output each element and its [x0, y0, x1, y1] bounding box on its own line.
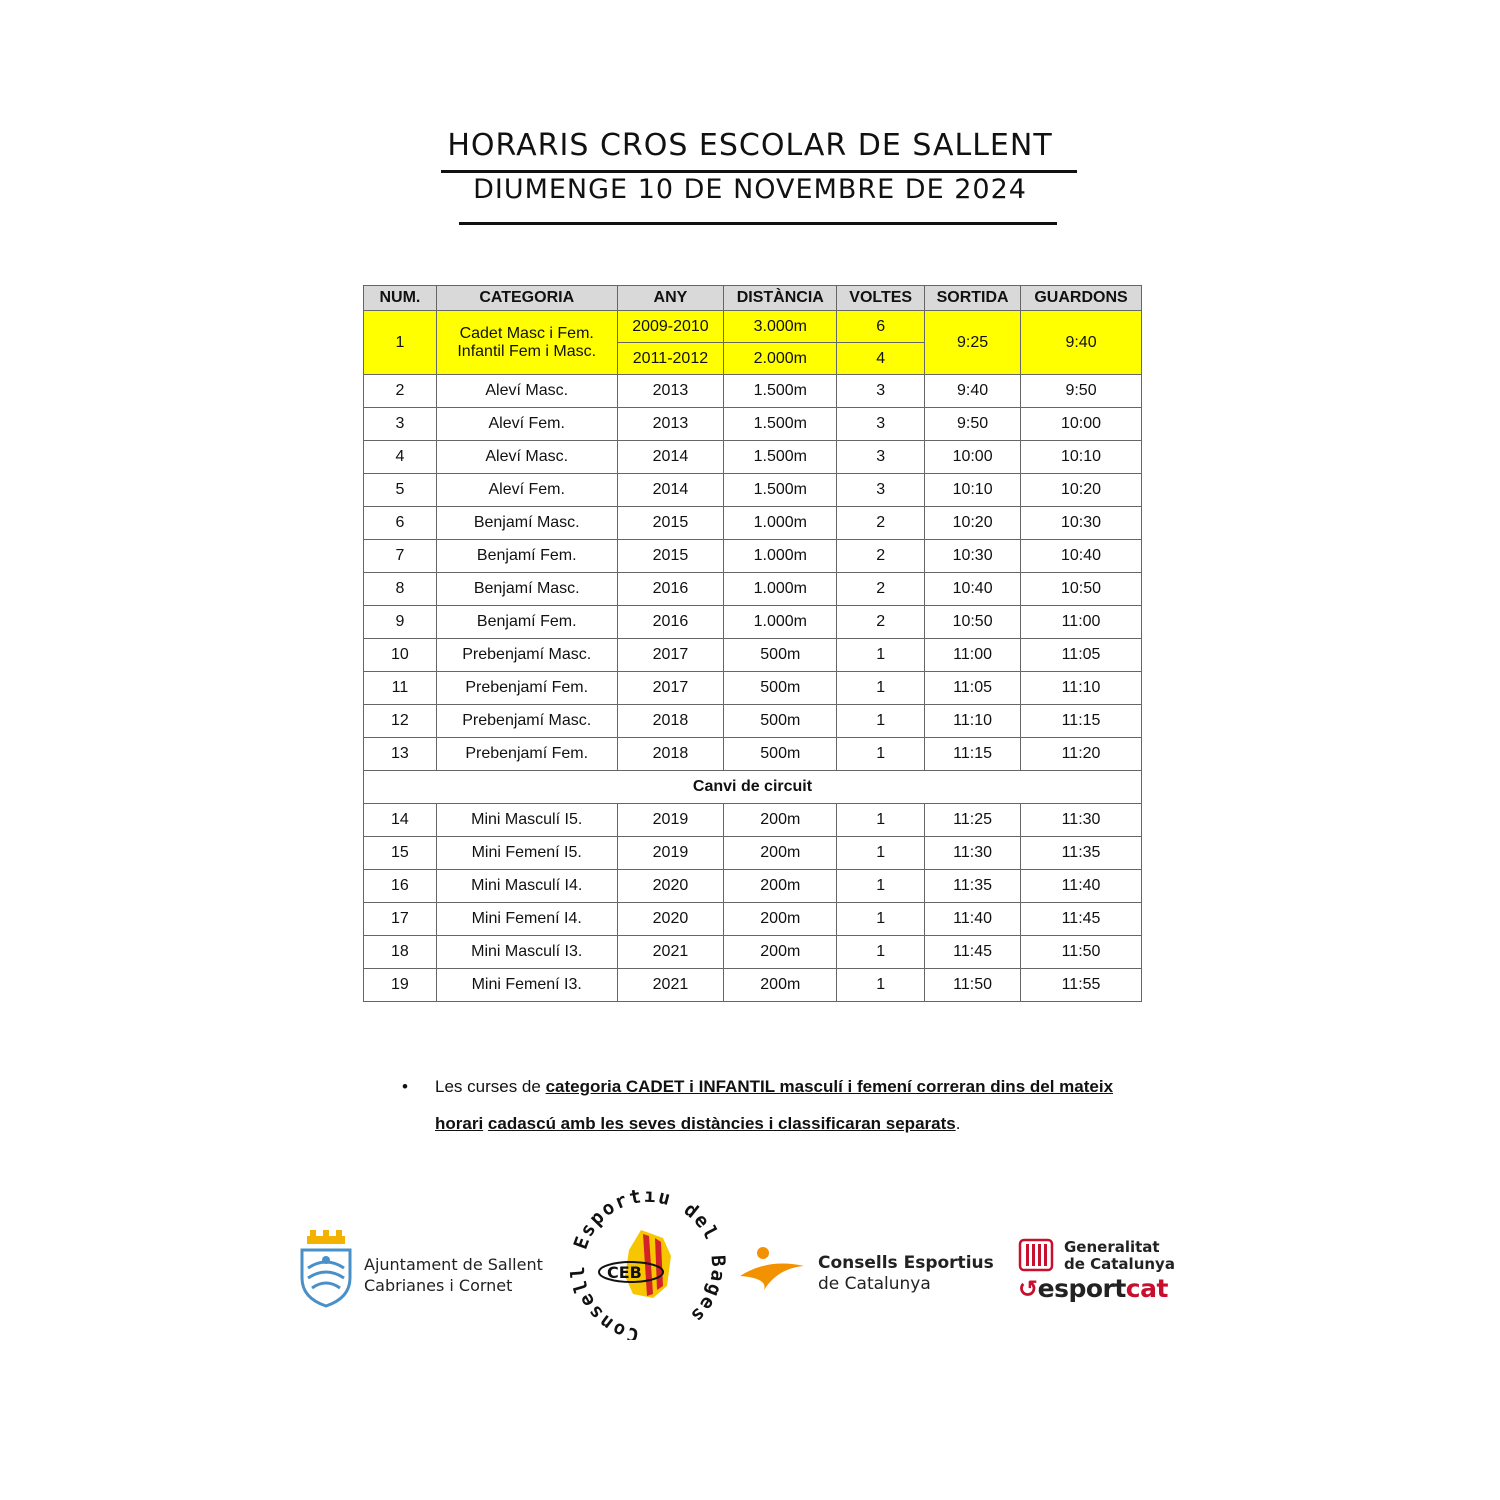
separator-row	[364, 771, 1142, 804]
consells-esportius-logo	[738, 1244, 1008, 1304]
cell-any: 2018	[617, 738, 724, 771]
cell-any: 2011-2012	[617, 343, 724, 375]
cell-sortida: 11:05	[925, 672, 1021, 705]
cell-voltes: 1	[837, 705, 925, 738]
cell-num: 10	[364, 639, 437, 672]
consell-bages-emblem-icon	[563, 1190, 733, 1340]
note-paragraph	[402, 1068, 1162, 1142]
column-header: SORTIDA	[925, 286, 1021, 311]
cell-num: 5	[364, 474, 437, 507]
cell-distancia: 1.500m	[724, 375, 837, 408]
cell-guardons: 11:20	[1021, 738, 1142, 771]
bullet: •	[402, 1077, 408, 1096]
cell-voltes: 1	[837, 969, 925, 1002]
column-header: DISTÀNCIA	[724, 286, 837, 311]
table-row	[364, 738, 1142, 771]
cell-distancia: 500m	[724, 738, 837, 771]
table-row	[364, 507, 1142, 540]
cell-categoria: Benjamí Masc.	[436, 573, 617, 606]
cell-guardons: 10:30	[1021, 507, 1142, 540]
cell-num: 8	[364, 573, 437, 606]
ceb-mark-text: CEB	[607, 1263, 642, 1282]
cell-guardons: 9:50	[1021, 375, 1142, 408]
table-row	[364, 540, 1142, 573]
cell-categoria: Aleví Masc.	[436, 441, 617, 474]
table-row	[364, 804, 1142, 837]
table-row	[364, 408, 1142, 441]
page-subtitle: DIUMENGE 10 DE NOVEMBRE DE 2024	[473, 174, 1027, 205]
cell-guardons: 11:30	[1021, 804, 1142, 837]
cell-voltes: 3	[837, 474, 925, 507]
cell-distancia: 500m	[724, 639, 837, 672]
cell-num: 7	[364, 540, 437, 573]
cell-any: 2019	[617, 804, 724, 837]
cell-categoria: Mini Masculí I4.	[436, 870, 617, 903]
cell-voltes: 1	[837, 672, 925, 705]
cell-num: 13	[364, 738, 437, 771]
cell-sortida: 11:00	[925, 639, 1021, 672]
cell-distancia: 200m	[724, 903, 837, 936]
cell-guardons: 10:40	[1021, 540, 1142, 573]
cell-distancia: 1.000m	[724, 573, 837, 606]
cell-any: 2021	[617, 969, 724, 1002]
cell-num: 17	[364, 903, 437, 936]
cell-distancia: 200m	[724, 870, 837, 903]
title-underline	[441, 170, 1077, 173]
cell-guardons: 11:00	[1021, 606, 1142, 639]
table-row	[364, 672, 1142, 705]
table-row	[364, 903, 1142, 936]
cell-guardons: 11:55	[1021, 969, 1142, 1002]
ajuntament-name: Ajuntament de Sallent	[364, 1255, 543, 1274]
cell-sortida: 10:00	[925, 441, 1021, 474]
table-row	[364, 837, 1142, 870]
cell-voltes: 6	[837, 311, 925, 343]
cell-any: 2016	[617, 573, 724, 606]
cell-categoria: Prebenjamí Masc.	[436, 705, 617, 738]
cell-guardons: 11:40	[1021, 870, 1142, 903]
separator-label: Canvi de circuit	[364, 771, 1142, 804]
consells-name: Consells Esportius	[818, 1253, 994, 1273]
cell-categoria: Prebenjamí Fem.	[436, 672, 617, 705]
cell-voltes: 2	[837, 507, 925, 540]
cell-sortida: 11:10	[925, 705, 1021, 738]
cell-voltes: 2	[837, 606, 925, 639]
cell-any: 2014	[617, 474, 724, 507]
cell-voltes: 3	[837, 408, 925, 441]
cell-categoria: Mini Masculí I5.	[436, 804, 617, 837]
note-text: Les curses de	[435, 1077, 546, 1096]
generalitat-stripes-icon	[1018, 1238, 1054, 1272]
cell-num: 3	[364, 408, 437, 441]
ajuntament-logo	[298, 1228, 568, 1308]
table-row	[364, 573, 1142, 606]
cell-distancia: 200m	[724, 837, 837, 870]
subtitle-underline	[459, 222, 1057, 225]
cell-distancia: 200m	[724, 969, 837, 1002]
cell-distancia: 200m	[724, 804, 837, 837]
cell-guardons: 11:15	[1021, 705, 1142, 738]
cell-num: 6	[364, 507, 437, 540]
column-header: CATEGORIA	[436, 286, 617, 311]
cell-any: 2019	[617, 837, 724, 870]
cell-voltes: 1	[837, 837, 925, 870]
sallent-shield-icon	[298, 1228, 354, 1308]
cell-sortida: 11:35	[925, 870, 1021, 903]
cell-categoria: Mini Femení I5.	[436, 837, 617, 870]
categoria-line: Infantil Fem i Masc.	[457, 342, 597, 360]
cell-num: 14	[364, 804, 437, 837]
esportcat-word-b: cat	[1125, 1274, 1168, 1303]
table-row	[364, 474, 1142, 507]
column-header: NUM.	[364, 286, 437, 311]
cell-any: 2015	[617, 507, 724, 540]
cell-voltes: 1	[837, 639, 925, 672]
cell-num: 1	[364, 311, 437, 375]
cell-any: 2014	[617, 441, 724, 474]
column-header: VOLTES	[837, 286, 925, 311]
cell-voltes: 3	[837, 375, 925, 408]
ajuntament-subname: Cabrianes i Cornet	[364, 1276, 513, 1295]
cell-sortida: 11:15	[925, 738, 1021, 771]
column-header: GUARDONS	[1021, 286, 1142, 311]
cell-sortida: 9:50	[925, 408, 1021, 441]
cell-categoria: Mini Femení I3.	[436, 969, 617, 1002]
cell-guardons: 11:10	[1021, 672, 1142, 705]
cell-num: 2	[364, 375, 437, 408]
cell-guardons: 11:35	[1021, 837, 1142, 870]
table-row	[364, 639, 1142, 672]
table-row	[364, 375, 1142, 408]
table-header-row	[364, 286, 1142, 311]
note-emphasis: categoria CADET i INFANTIL masculí i femení correran dins del mateix horari	[435, 1077, 1114, 1133]
cell-any: 2009-2010	[617, 311, 724, 343]
cell-distancia: 1.000m	[724, 507, 837, 540]
cell-sortida: 10:30	[925, 540, 1021, 573]
cell-distancia: 3.000m	[724, 311, 837, 343]
cell-any: 2016	[617, 606, 724, 639]
cell-sortida: 9:25	[925, 311, 1021, 375]
cell-any: 2020	[617, 903, 724, 936]
cell-sortida: 10:40	[925, 573, 1021, 606]
cell-categoria: Mini Masculí I3.	[436, 936, 617, 969]
cell-categoria	[436, 311, 617, 375]
cell-distancia: 1.000m	[724, 606, 837, 639]
cell-guardons: 11:50	[1021, 936, 1142, 969]
cell-voltes: 1	[837, 804, 925, 837]
cell-num: 12	[364, 705, 437, 738]
cell-any: 2017	[617, 672, 724, 705]
cell-sortida: 10:20	[925, 507, 1021, 540]
esportcat-swoosh-icon: ↺	[1018, 1275, 1038, 1303]
consells-subname: de Catalunya	[818, 1274, 931, 1294]
table-row	[364, 311, 1142, 343]
cell-any: 2020	[617, 870, 724, 903]
cell-voltes: 2	[837, 540, 925, 573]
cell-voltes: 1	[837, 903, 925, 936]
cell-categoria: Aleví Fem.	[436, 474, 617, 507]
cell-voltes: 4	[837, 343, 925, 375]
table-row	[364, 870, 1142, 903]
cell-any: 2017	[617, 639, 724, 672]
cell-distancia: 500m	[724, 705, 837, 738]
cell-sortida: 10:10	[925, 474, 1021, 507]
cell-categoria: Aleví Masc.	[436, 375, 617, 408]
cell-categoria: Benjamí Fem.	[436, 540, 617, 573]
cell-any: 2015	[617, 540, 724, 573]
cell-num: 15	[364, 837, 437, 870]
cell-sortida: 11:25	[925, 804, 1021, 837]
cell-guardons: 10:50	[1021, 573, 1142, 606]
cell-distancia: 1.500m	[724, 441, 837, 474]
cell-num: 11	[364, 672, 437, 705]
cell-distancia: 2.000m	[724, 343, 837, 375]
cell-categoria: Benjamí Fem.	[436, 606, 617, 639]
consell-bages-logo	[563, 1190, 733, 1340]
categoria-line: Cadet Masc i Fem.	[459, 324, 594, 342]
cell-sortida: 9:40	[925, 375, 1021, 408]
cell-sortida: 10:50	[925, 606, 1021, 639]
cell-guardons: 10:00	[1021, 408, 1142, 441]
table-row	[364, 441, 1142, 474]
consell-bages-circle-text: Consell Esportiu del Bages	[566, 1190, 730, 1340]
cell-categoria: Prebenjamí Fem.	[436, 738, 617, 771]
cell-num: 16	[364, 870, 437, 903]
cell-num: 18	[364, 936, 437, 969]
generalitat-logo	[1018, 1238, 1198, 1308]
cell-categoria: Benjamí Masc.	[436, 507, 617, 540]
table-row	[364, 969, 1142, 1002]
cell-guardons: 10:10	[1021, 441, 1142, 474]
cell-guardons: 11:05	[1021, 639, 1142, 672]
cell-any: 2013	[617, 408, 724, 441]
cell-sortida: 11:40	[925, 903, 1021, 936]
cell-num: 9	[364, 606, 437, 639]
cell-distancia: 200m	[724, 936, 837, 969]
cell-distancia: 1.500m	[724, 474, 837, 507]
cell-distancia: 1.000m	[724, 540, 837, 573]
note-text: .	[955, 1114, 961, 1133]
cell-num: 4	[364, 441, 437, 474]
cell-guardons: 11:45	[1021, 903, 1142, 936]
cell-categoria: Aleví Fem.	[436, 408, 617, 441]
table-row	[364, 936, 1142, 969]
generalitat-name: Generalitat	[1064, 1238, 1160, 1256]
cell-sortida: 11:50	[925, 969, 1021, 1002]
cell-categoria: Mini Femení I4.	[436, 903, 617, 936]
cell-guardons: 9:40	[1021, 311, 1142, 375]
cell-any: 2018	[617, 705, 724, 738]
cell-any: 2013	[617, 375, 724, 408]
cell-voltes: 1	[837, 870, 925, 903]
cell-guardons: 10:20	[1021, 474, 1142, 507]
cell-distancia: 500m	[724, 672, 837, 705]
cell-any: 2021	[617, 936, 724, 969]
cell-voltes: 3	[837, 441, 925, 474]
cell-distancia: 1.500m	[724, 408, 837, 441]
cell-voltes: 1	[837, 738, 925, 771]
esportcat-word-a: esport	[1037, 1274, 1126, 1303]
column-header: ANY	[617, 286, 724, 311]
cell-sortida: 11:30	[925, 837, 1021, 870]
generalitat-subname: de Catalunya	[1064, 1255, 1175, 1273]
schedule-table	[363, 285, 1142, 1002]
cell-voltes: 1	[837, 936, 925, 969]
cell-voltes: 2	[837, 573, 925, 606]
table-row	[364, 606, 1142, 639]
cell-num: 19	[364, 969, 437, 1002]
runner-swoosh-icon	[738, 1244, 808, 1294]
cell-sortida: 11:45	[925, 936, 1021, 969]
note-emphasis: cadascú amb les seves distàncies i classificaran separats	[487, 1114, 956, 1133]
page-title: HORARIS CROS ESCOLAR DE SALLENT	[447, 128, 1053, 163]
table-row	[364, 705, 1142, 738]
cell-categoria: Prebenjamí Masc.	[436, 639, 617, 672]
